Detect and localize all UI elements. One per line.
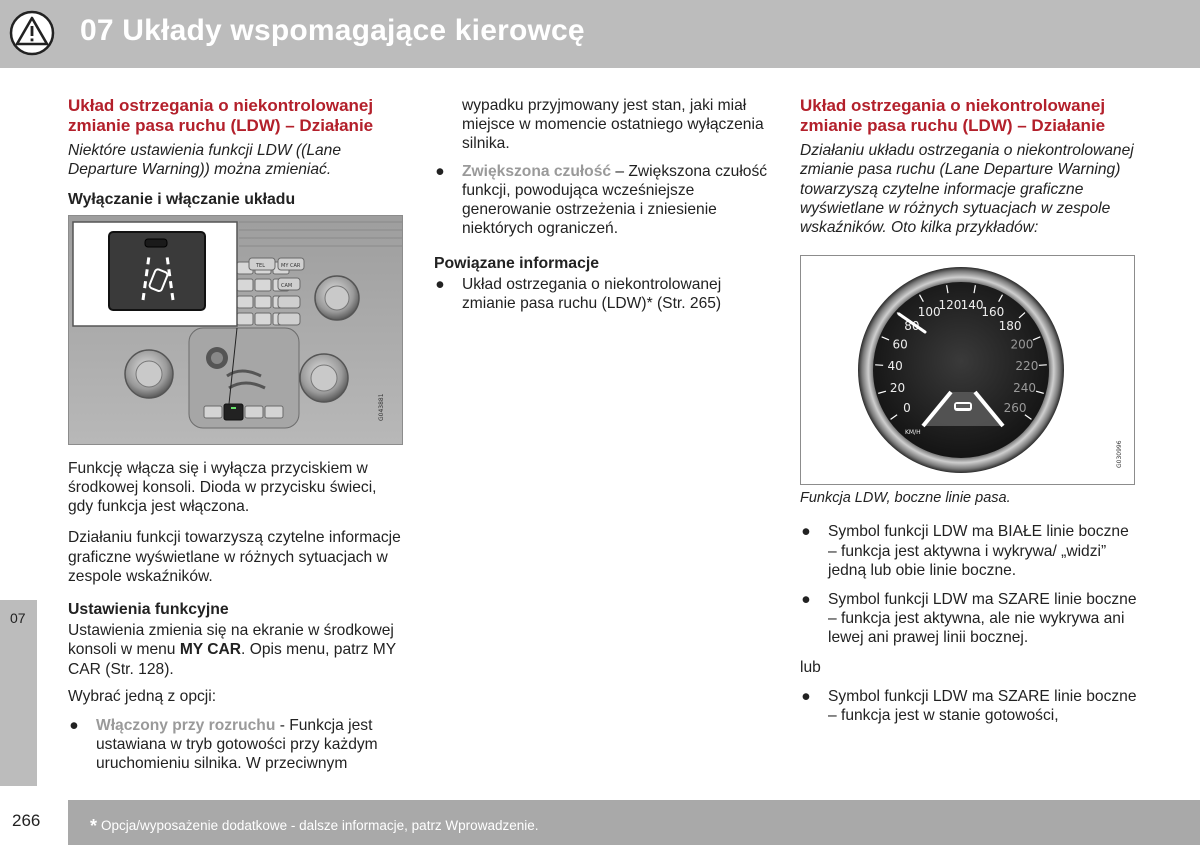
page-footer [68, 800, 1200, 845]
footnote-star: * [90, 816, 98, 836]
related-link[interactable]: Układ ostrzegania o niekontrolowanej zmianie pasa ruchu (LDW)* (Str. 265) [462, 275, 722, 312]
footer-text: Opcja/wyposażenie dodatkowe - dalsze informacje, patrz Wprowadzenie. [101, 818, 539, 833]
gauge-speed-label: 180 [998, 319, 1022, 334]
subheading-on-off: Wyłączanie i włączanie układu [68, 190, 296, 208]
speedometer-illustration [801, 256, 1134, 484]
gauge-speed-label: 60 [892, 337, 908, 352]
settings-text-a: Ustawienia zmienia się na ekranie w środkowej konsoli w menu [68, 622, 394, 659]
page-number: 266 [12, 811, 41, 830]
settings-text-b: . Opis menu, patrz MY CAR (Str. 128). [68, 641, 396, 678]
paragraph-button: Funkcję włącza się i wyłącza przyciskiem w środkowej konsoli. Dioda w przycisku świeci, gdy funkcja jest włączona. [68, 459, 377, 516]
gauge-speed-label: 100 [917, 305, 941, 320]
speedometer-figure [800, 255, 1135, 485]
mycar-button-label: MY CAR [281, 262, 301, 269]
option-list-item [68, 716, 403, 774]
symbol-description: Symbol funkcji LDW ma SZARE linie boczne – funkcja jest w stanie gotowości, [828, 687, 1137, 725]
footer-note [90, 816, 538, 837]
column-right [800, 96, 1140, 735]
option-name: Włączony przy rozruchu [96, 717, 276, 735]
option-name: Zwiększona czułość [462, 162, 612, 180]
gauge-speed-label: 20 [889, 381, 906, 396]
my-car-menu-name: MY CAR [179, 641, 242, 659]
chapter-side-tab [0, 600, 37, 786]
related-info-heading: Powiązane informacje [434, 255, 600, 273]
warning-icon-box [0, 0, 68, 68]
gauge-speed-label: 0 [903, 401, 911, 416]
paragraph-settings [68, 621, 403, 679]
chapter-title: 07 Układy wspomagające kierowcę [80, 14, 585, 47]
subheading-settings: Ustawienia funkcyjne [68, 601, 229, 619]
center-console-illustration [69, 216, 402, 444]
warning-icon [0, 0, 68, 68]
gauge-speed-label: 160 [981, 305, 1005, 320]
cam-button-label: CAM [281, 282, 293, 289]
paragraph-display-info: Działaniu funkcji towarzyszą czytelne informacje graficzne wyświetlane w różnych sytuacjach w zespole wskaźników. [68, 529, 401, 585]
gauge-speed-label: 200 [1010, 337, 1034, 352]
bullet-icon: ● [435, 162, 445, 180]
paragraph-choose: Wybrać jedną z opcji: [68, 687, 217, 705]
symbol-list-item [800, 522, 1140, 580]
gauge-speed-label: 80 [904, 319, 920, 334]
figure-code: G043881 [378, 393, 385, 421]
bullet-icon: ● [69, 717, 79, 735]
figure-caption: Funkcja LDW, boczne linie pasa. [800, 490, 1011, 507]
gauge-speed-label: 40 [887, 359, 903, 374]
option-list-item [434, 162, 774, 239]
section-heading: Układ ostrzegania o niekontrolowanej zmianie pasa ruchu (LDW) – Działanie [68, 96, 374, 135]
gauge-speed-label: 120 [938, 298, 962, 313]
bullet-icon: ● [435, 275, 445, 293]
ldw-button [224, 404, 243, 420]
bullet-icon: ● [801, 591, 811, 609]
bullet-icon: ● [801, 687, 811, 705]
option-description: - Funkcja jest ustawiana w tryb gotowości przy każdym uruchomieniu silnika. W przeciwnym [96, 717, 378, 773]
gauge-speed-label: 140 [960, 298, 984, 313]
gauge-speed-label: 240 [1013, 381, 1036, 396]
option-continuation [434, 96, 774, 154]
chapter-number: 07 [10, 610, 26, 626]
unit-label: KM/H [905, 429, 921, 437]
tel-button-label: TEL [256, 262, 265, 269]
related-info-item [434, 275, 774, 313]
symbol-list-item [800, 590, 1140, 648]
column-left [68, 96, 403, 784]
column-middle [434, 96, 774, 323]
or-text: lub [800, 658, 821, 676]
section-intro: Działaniu układu ostrzegania o niekontrolowanej zmianie pasa ruchu (Lane Departure Warning) towarzyszą czytelne informacje graficzne wyświetlane w różnych sytuacjach w zespole wskaźników. Oto kilka przykładów: [800, 142, 1134, 236]
gauge-speed-label: 220 [1015, 359, 1039, 374]
symbol-description: Symbol funkcji LDW ma BIAŁE linie boczne – funkcja jest aktywna i wykrywa/ „widzi” jedną lub obie linie boczne. [828, 523, 1129, 579]
page-header [0, 0, 1200, 68]
symbol-description: Symbol funkcji LDW ma SZARE linie boczne – funkcja jest aktywna, ale nie wykrywa ani lewej ani prawej linii bocznej. [828, 591, 1137, 647]
section-intro: Niektóre ustawienia funkcji LDW ((Lane Departure Warning)) można zmieniać. [68, 142, 342, 179]
option-description: – Zwiększona czułość funkcji, powodująca wcześniejsze generowanie ostrzeżenia i zniesienie niektórych ograniczeń. [462, 162, 768, 238]
bullet-icon: ● [801, 523, 811, 541]
symbol-list-item [800, 687, 1140, 725]
continuation-text: wypadku przyjmowany jest stan, jaki miał miejsce w momencie ostatniego wyłączenia silnika. [462, 97, 764, 153]
gauge-speed-label: 260 [1003, 401, 1027, 416]
section-heading: Układ ostrzegania o niekontrolowanej zmianie pasa ruchu (LDW) – Działanie [800, 96, 1106, 135]
center-console-figure [68, 215, 403, 445]
figure-code: G030996 [1116, 440, 1123, 469]
